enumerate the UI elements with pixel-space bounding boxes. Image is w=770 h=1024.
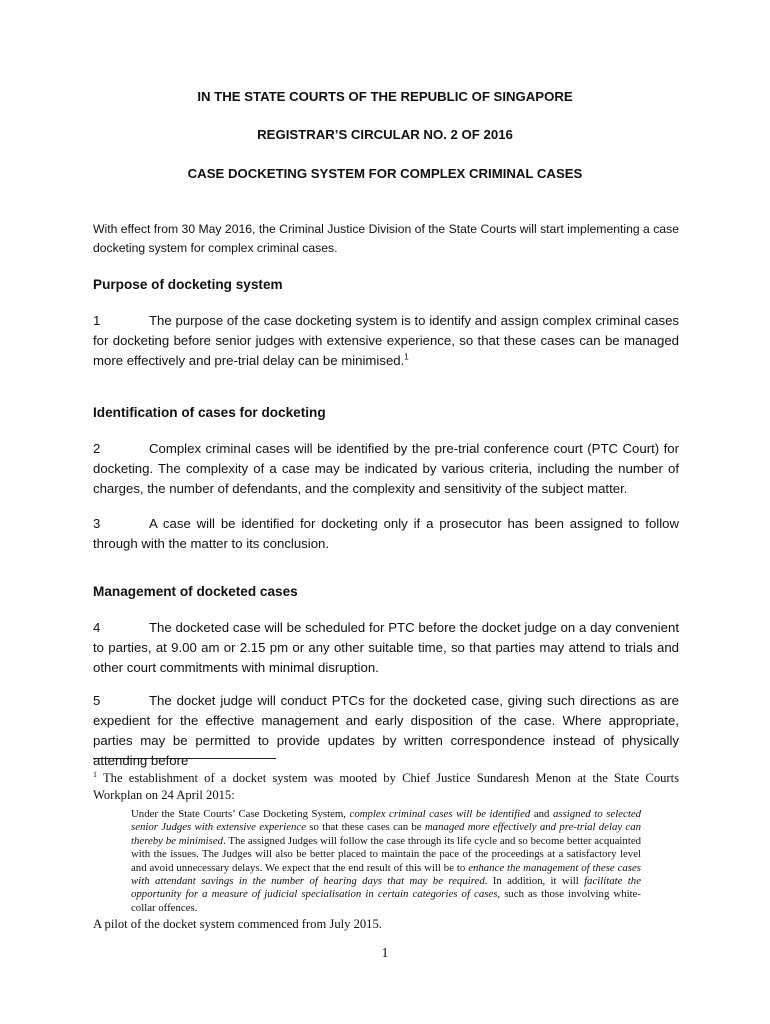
quote-emphasis: managed more effectively and pre-trial delay can thereby be minimised	[131, 821, 642, 847]
page-number: 1	[381, 946, 389, 961]
heading-identification: Identification of cases for docketing	[93, 405, 326, 420]
intro-paragraph: With effect from 30 May 2016, the Criminal Justice Division of the State Courts will start implementing a case docketing system for complex criminal cases.	[93, 222, 679, 255]
paragraph-5	[93, 691, 679, 771]
circular-title: REGISTRAR’S CIRCULAR NO. 2 OF 2016	[257, 127, 513, 142]
quote-text: , such as those involving white-collar offences.	[131, 888, 642, 914]
footnote-closing: A pilot of the docket system commenced from July 2015.	[93, 917, 382, 931]
quote-emphasis: facilitate the opportunity for a measure of judicial specialisation in certain categories of cases	[131, 875, 641, 901]
paragraph-3	[93, 514, 679, 554]
paragraph-number: 1	[93, 313, 101, 328]
footnote-separator	[93, 758, 276, 759]
paragraph-number: 2	[93, 441, 101, 456]
paragraph-1	[93, 311, 679, 371]
quote-text: so that these cases can be	[306, 821, 425, 834]
footnote-quote	[131, 808, 641, 915]
paragraph-number: 5	[93, 693, 101, 708]
paragraph-text: A case will be identified for docketing only if a prosecutor has been assigned to follow through with the matter to its conclusion.	[93, 516, 679, 551]
court-title: IN THE STATE COURTS OF THE REPUBLIC OF SINGAPORE	[197, 89, 573, 104]
paragraph-text: Complex criminal cases will be identified by the pre-trial conference court (PTC Court) for docketing. The complexity of a case may be indicated by various criteria, including the number of charges, the number of defendants, and the complexity and sensitivity of the subject matter.	[93, 441, 679, 496]
footnote-ref[interactable]: 1	[404, 352, 409, 362]
paragraph-number: 4	[93, 620, 101, 635]
footnote-text: The establishment of a docket system was mooted by Chief Justice Sundaresh Menon at the State Courts Workplan on 24 April 2015:	[93, 771, 680, 802]
footnote-number: 1	[93, 769, 97, 779]
paragraph-text: The docketed case will be scheduled for PTC before the docket judge on a day convenient to parties, at 9.00 am or 2.15 pm or any other suitable time, so that parties may attend to trials and other court commitments with minimal disruption.	[93, 620, 679, 675]
paragraph-4	[93, 618, 679, 678]
paragraph-2	[93, 439, 679, 499]
subject-title: CASE DOCKETING SYSTEM FOR COMPLEX CRIMINAL CASES	[187, 166, 583, 181]
quote-text: . The assigned Judges will follow the case through its life cycle and so become better acquainted with the issues. The Judges will also be better placed to maintain the pace of the proceedings at a satisfactory level and avoid unnecessary delays. We expect that the end result of this will be to	[131, 834, 642, 874]
quote-emphasis: enhance the management of these cases with attendant savings in the number of hearing days that may be required	[131, 861, 641, 888]
heading-management: Management of docketed cases	[93, 584, 298, 599]
paragraph-number: 3	[93, 516, 101, 531]
quote-text: . In addition, it will	[484, 875, 585, 888]
footnote-1	[93, 770, 679, 804]
quote-text: and	[530, 808, 553, 820]
quote-emphasis: assigned to selected senior Judges with extensive experience	[131, 808, 642, 834]
quote-text: Under the State Courts’ Case Docketing System,	[131, 808, 350, 820]
quote-emphasis: complex criminal cases will be identified	[349, 808, 531, 820]
paragraph-text: The docket judge will conduct PTCs for the docketed case, giving such directions as are expedient for the effective management and early disposition of the case. Where appropriate, parties may be permitted to provide updates by written correspondence instead of physically attending before	[93, 693, 679, 768]
heading-purpose: Purpose of docketing system	[93, 277, 283, 292]
paragraph-text: The purpose of the case docketing system is to identify and assign complex criminal cases for docketing before senior judges with extensive experience, so that these cases can be managed more effectively and pre-trial delay can be minimised.	[93, 313, 679, 368]
